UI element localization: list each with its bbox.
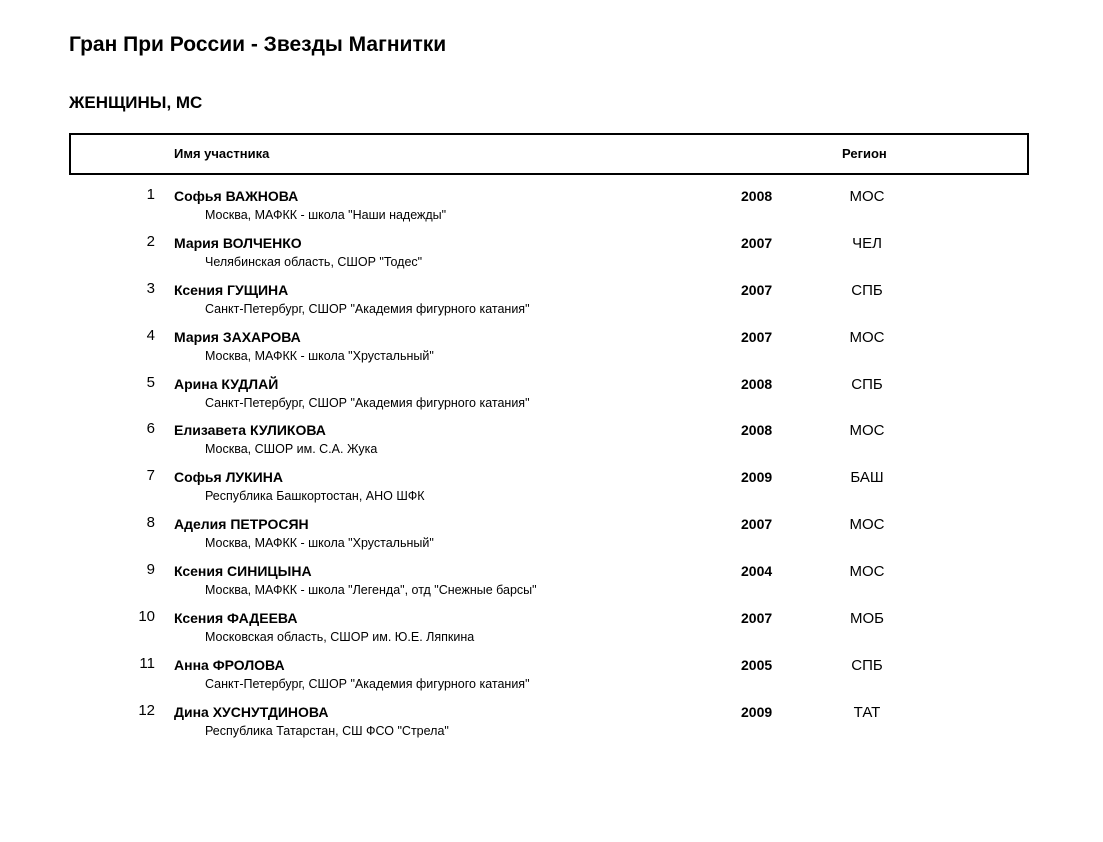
table-row (0, 467, 1103, 514)
birth-year: 2007 (741, 328, 773, 345)
birth-year: 2004 (741, 563, 773, 580)
participant-club: Челябинская область, СШОР "Тодес" (205, 254, 423, 269)
region-code: ТАТ (853, 703, 881, 721)
birth-year: 2007 (741, 516, 773, 533)
birth-year: 2005 (741, 656, 773, 673)
participant-club: Московская область, СШОР им. Ю.Е. Ляпкина (205, 630, 475, 645)
birth-year: 2009 (741, 469, 773, 486)
row-number: 2 (146, 232, 155, 250)
participant-club: Москва, МАФКК - школа "Хрустальный" (205, 536, 434, 551)
table-row (0, 186, 1103, 233)
row-number: 1 (146, 186, 155, 203)
row-number: 11 (139, 654, 155, 672)
header-participant-name: Имя участника (174, 146, 270, 161)
table-row (0, 420, 1103, 467)
participant-club: Москва, МАФКК - школа "Легенда", отд "Снежные барсы" (205, 583, 537, 598)
table-row (0, 608, 1103, 655)
participant-club: Санкт-Петербург, СШОР "Академия фигурного катания" (205, 676, 530, 691)
table-header (69, 133, 1029, 175)
region-code: МОБ (849, 610, 885, 628)
row-number: 3 (146, 279, 155, 297)
participant-name: Ксения ГУЩИНА (174, 281, 289, 298)
row-number: 10 (138, 608, 155, 626)
participant-name: Мария ВОЛЧЕНКО (174, 234, 302, 251)
row-number: 9 (146, 561, 155, 579)
table-row (0, 561, 1103, 608)
region-code: СПБ (851, 375, 883, 393)
row-number: 5 (146, 373, 155, 391)
participant-name: Ксения ФАДЕЕВА (174, 610, 298, 627)
participant-club: Москва, МАФКК - школа "Хрустальный" (205, 348, 434, 363)
row-number: 7 (146, 467, 155, 485)
participant-club: Санкт-Петербург, СШОР "Академия фигурного катания" (205, 301, 530, 316)
region-code: МОС (849, 422, 885, 440)
participant-club: Республика Башкортостан, АНО ШФК (205, 489, 425, 504)
participant-name: Арина КУДЛАЙ (174, 375, 279, 392)
participant-name: Софья ЛУКИНА (174, 469, 283, 486)
row-number: 12 (138, 701, 155, 719)
region-code: МОС (849, 188, 885, 205)
row-number: 4 (146, 326, 155, 344)
participants-list (0, 186, 1103, 749)
participant-name: Елизавета КУЛИКОВА (174, 422, 326, 439)
row-number: 8 (146, 514, 155, 532)
table-row (0, 327, 1103, 374)
participant-name: Аделия ПЕТРОСЯН (174, 516, 309, 533)
participant-name: Мария ЗАХАРОВА (174, 328, 301, 345)
birth-year: 2009 (741, 703, 773, 720)
table-row (0, 514, 1103, 561)
participant-name: Анна ФРОЛОВА (174, 656, 285, 673)
birth-year: 2008 (741, 375, 773, 392)
category-title: ЖЕНЩИНЫ, МС (69, 93, 203, 112)
participant-club: Республика Татарстан, СШ ФСО "Стрела" (205, 723, 449, 738)
birth-year: 2007 (741, 610, 773, 627)
table-row (0, 702, 1103, 749)
region-code: СПБ (851, 281, 883, 299)
participant-club: Москва, СШОР им. С.А. Жука (205, 442, 378, 457)
region-code: МОС (849, 516, 885, 534)
region-code: МОС (849, 328, 885, 346)
table-row (0, 655, 1103, 702)
row-number: 6 (146, 420, 155, 438)
region-code: СПБ (851, 656, 883, 674)
participant-name: Софья ВАЖНОВА (174, 188, 299, 204)
table-row (0, 233, 1103, 280)
document-title: Гран При России - Звезды Магнитки (69, 33, 447, 56)
participant-name: Дина ХУСНУТДИНОВА (174, 703, 329, 720)
region-code: МОС (849, 563, 885, 581)
header-region: Регион (842, 146, 887, 161)
participant-club: Санкт-Петербург, СШОР "Академия фигурного катания" (205, 395, 530, 410)
participant-club: Москва, МАФКК - школа "Наши надежды" (205, 208, 447, 222)
birth-year: 2007 (741, 281, 773, 298)
region-code: ЧЕЛ (852, 234, 882, 252)
table-row (0, 280, 1103, 327)
birth-year: 2007 (741, 234, 773, 251)
table-row (0, 374, 1103, 421)
participant-name: Ксения СИНИЦЫНА (174, 563, 312, 580)
region-code: БАШ (850, 469, 884, 487)
birth-year: 2008 (741, 188, 773, 204)
birth-year: 2008 (741, 422, 773, 439)
